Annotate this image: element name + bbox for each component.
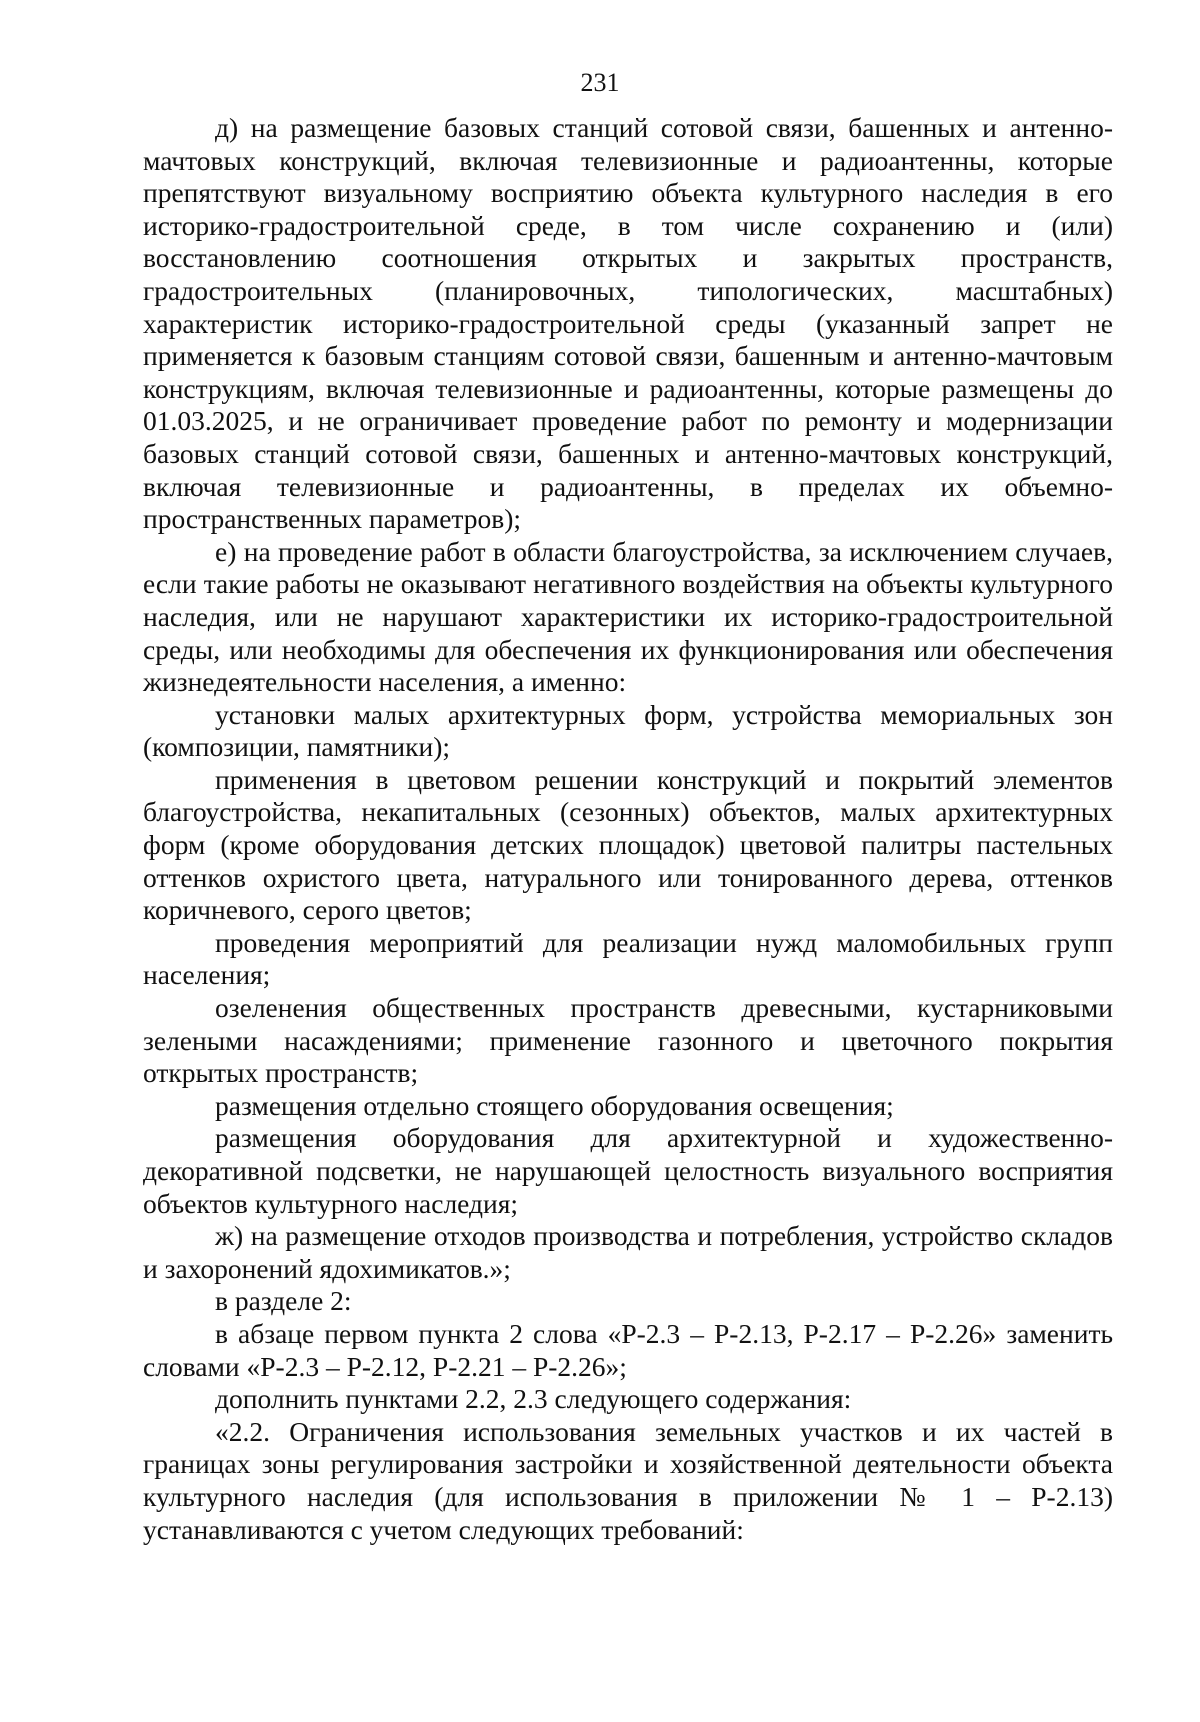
paragraph-supplement: дополнить пунктами 2.2, 2.3 следующего содержания:	[215, 1383, 852, 1415]
paragraph-small-forms: установки малых архитектурных форм, устройства мемориальных зон (композиции, памятники);	[143, 698, 1113, 763]
paragraph-greening: озеленения общественных пространств древесными, кустарниковыми зелеными насаждениями; применение газонного и цветочного покрытия открытых пространств;	[143, 992, 1113, 1089]
paragraph-replace-words: в абзаце первом пункта 2 слова «Р-2.3 – Р-2.13, Р-2.17 – Р-2.26» заменить словами «Р-2.3 – Р-2.12, Р-2.21 – Р-2.26»;	[143, 1317, 1113, 1382]
paragraph-low-mobility: проведения мероприятий для реализации нужд маломобильных групп населения;	[143, 926, 1113, 991]
paragraph-lighting: размещения отдельно стоящего оборудования освещения;	[215, 1089, 894, 1121]
paragraph-zh: ж) на размещение отходов производства и потребления, устройство складов и захоронений ядохимикатов.»;	[143, 1220, 1113, 1284]
paragraph-section-2: в разделе 2:	[215, 1285, 352, 1317]
paragraph-illumination: размещения оборудования для архитектурной и художественно-декоративной подсветки, не нарушающей целостность визуального восприятия объектов культурного наследия;	[143, 1122, 1113, 1219]
paragraph-2-2: «2.2. Ограничения использования земельных участков и их частей в границах зоны регулирования застройки и хозяйственной деятельности объекта культурного наследия (для использования в приложении № 1 – Р-2.13) устанавливаются с учетом следующих требований:	[143, 1415, 1113, 1545]
document-body	[143, 112, 1113, 1546]
paragraph-color-solution: применения в цветовом решении конструкций и покрытий элементов благоустройства, некапитальных (сезонных) объектов, малых архитектурных форм (кроме оборудования детских площадок) цветовой палитры пастельных оттенков охристого цвета, натурального или тонированного дерева, оттенков коричневого, серого цветов;	[143, 763, 1113, 926]
paragraph-d: д) на размещение базовых станций сотовой связи, башенных и антенно-мачтовых конструкций, включая телевизионные и радиоантенны, которые препятствуют визуальному восприятию объекта культурного наследия в его историко-градостроительной среде, в том числе сохранению и (или) восстановлению соотношения открытых и закрытых пространств, градостроительных (планировочных, типологических, масштабных) характеристик историко-градостроительной среды (указанный запрет не применяется к базовым станциям сотовой связи, башенным и антенно-мачтовым конструкциям, включая телевизионные и радиоантенны, которые размещены до 01.03.2025, и не ограничивает проведение работ по ремонту и модернизации базовых станций сотовой связи, башенных и антенно-мачтовых конструкций, включая телевизионные и радиоантенны, в пределах их объемно-пространственных параметров);	[143, 112, 1113, 535]
page-number: 231	[580, 68, 620, 97]
paragraph-e: е) на проведение работ в области благоустройства, за исключением случаев, если такие работы не оказывают негативного воздействия на объекты культурного наследия, или не нарушают характеристики их историко-градостроительной среды, или необходимы для обеспечения их функционирования или обеспечения жизнедеятельности населения, а именно:	[143, 535, 1113, 698]
